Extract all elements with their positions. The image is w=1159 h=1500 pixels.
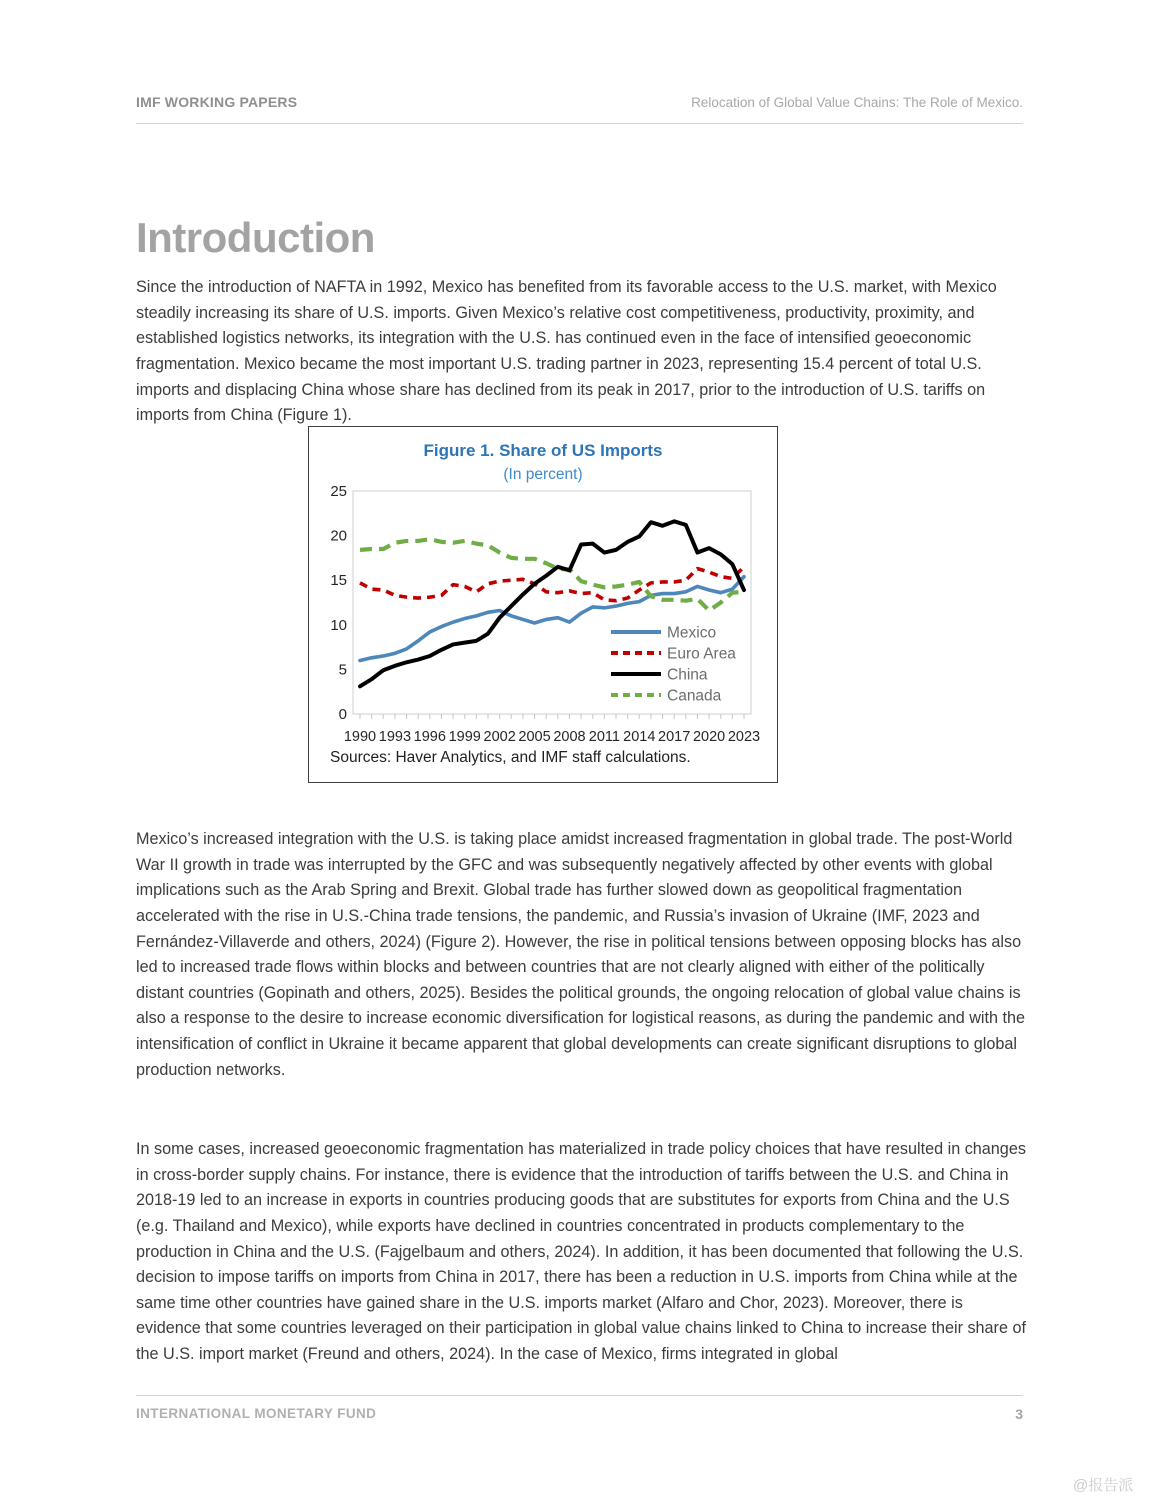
svg-text:5: 5 xyxy=(338,661,347,679)
chart-subtitle: (In percent) xyxy=(503,466,583,483)
svg-text:10: 10 xyxy=(330,616,347,634)
svg-text:China: China xyxy=(667,666,708,684)
svg-text:Canada: Canada xyxy=(667,687,722,705)
chart-sources: Sources: Haver Analytics, and IMF staff calculations. xyxy=(330,749,691,766)
svg-text:2014: 2014 xyxy=(623,729,656,745)
page-footer xyxy=(136,1395,1023,1422)
svg-text:2002: 2002 xyxy=(483,729,516,745)
svg-text:2017: 2017 xyxy=(658,729,691,745)
watermark: @报告派 xyxy=(1073,1477,1134,1494)
footer-institution: INTERNATIONAL MONETARY FUND xyxy=(136,1406,377,1421)
svg-text:2023: 2023 xyxy=(727,729,761,745)
figure-1-chart xyxy=(308,426,778,783)
paragraph-1: Since the introduction of NAFTA in 1992, Mexico has benefited from its favorable access to the U.S. market, with Mexico steadily increasing its share of U.S. imports. Given Mexico’s relative cost competitiveness, productivity, proximity, and established logistics networks, its integration with the U.S. has continued even in the face of intensified geoeconomic fragmentation. Mexico became the most important U.S. trading partner in 2023, representing 15.4 percent of total U.S. imports and displacing China whose share has declined from its peak in 2017, prior to the introduction of U.S. tariffs on imports from China (Figure 1). xyxy=(136,278,997,425)
svg-text:Mexico: Mexico xyxy=(667,624,717,642)
svg-text:2020: 2020 xyxy=(692,729,726,745)
svg-text:0: 0 xyxy=(338,706,347,723)
section-title: Introduction xyxy=(136,214,375,262)
paragraph-3: In some cases, increased geoeconomic fragmentation has materialized in trade policy choices that have resulted in changes in cross-border supply chains. For instance, there is evidence that the introduction of tariffs between the U.S. and China in 2018-19 led to an increase in exports in countries producing goods that are substitutes for exports from China and the U.S (e.g. Thailand and Mexico), while exports have declined in countries concentrated in products complementary to the production in China and the U.S. (Fajgelbaum and others, 2024). In addition, it has been documented that following the U.S. decision to impose tariffs on imports from China in 2017, there has been a reduction in U.S. imports from China while at the same time other countries have gained share in the U.S. imports market (Alfaro and Chor, 2023). Moreover, there is evidence that some countries leveraged on their participation in global value chains linked to China to increase their share of the U.S. import market (Freund and others, 2024). In the case of Mexico, firms integrated in global xyxy=(136,1140,1026,1363)
chart-title: Figure 1. Share of US Imports xyxy=(423,441,663,460)
paragraph-2: Mexico’s increased integration with the U.S. is taking place amidst increased fragmentation in global trade. The post-World War II growth in trade was interrupted by the GFC and was subsequently negatively affected by other events with global implications such as the Arab Spring and Brexit. Global trade has further slowed down as geopolitical fragmentation accelerated with the rise in U.S.-China trade tensions, the pandemic, and Russia’s invasion of Ukraine (IMF, 2023 and Fernández-Villaverde and others, 2024) (Figure 2). However, the rise in political tensions between opposing blocks has also led to increased trade flows within blocks and between countries that are not clearly aligned with either of the politically distant countries (Gopinath and others, 2025). Besides the political grounds, the ongoing relocation of global value chains is also a response to the desire to increase economic diversification for logistical reasons, as during the pandemic and with the intensification of conflict in Ukraine it became apparent that global developments can create significant disruptions to global production networks. xyxy=(136,830,1026,1079)
page-header xyxy=(136,94,1023,124)
svg-text:20: 20 xyxy=(330,527,347,545)
svg-text:1999: 1999 xyxy=(448,729,481,745)
header-paper-title: Relocation of Global Value Chains: The Role of Mexico. xyxy=(691,95,1023,110)
svg-text:25: 25 xyxy=(330,483,347,500)
svg-text:15: 15 xyxy=(330,572,347,590)
svg-text:1993: 1993 xyxy=(378,729,412,745)
svg-text:1990: 1990 xyxy=(343,729,377,745)
header-document-type: IMF WORKING PAPERS xyxy=(136,94,298,110)
svg-text:1996: 1996 xyxy=(413,729,446,745)
page-number: 3 xyxy=(1015,1406,1023,1422)
svg-text:2008: 2008 xyxy=(553,729,586,745)
svg-text:2011: 2011 xyxy=(588,729,620,745)
svg-text:2005: 2005 xyxy=(518,729,551,745)
line-chart xyxy=(309,483,777,745)
svg-text:Euro Area: Euro Area xyxy=(667,645,736,663)
